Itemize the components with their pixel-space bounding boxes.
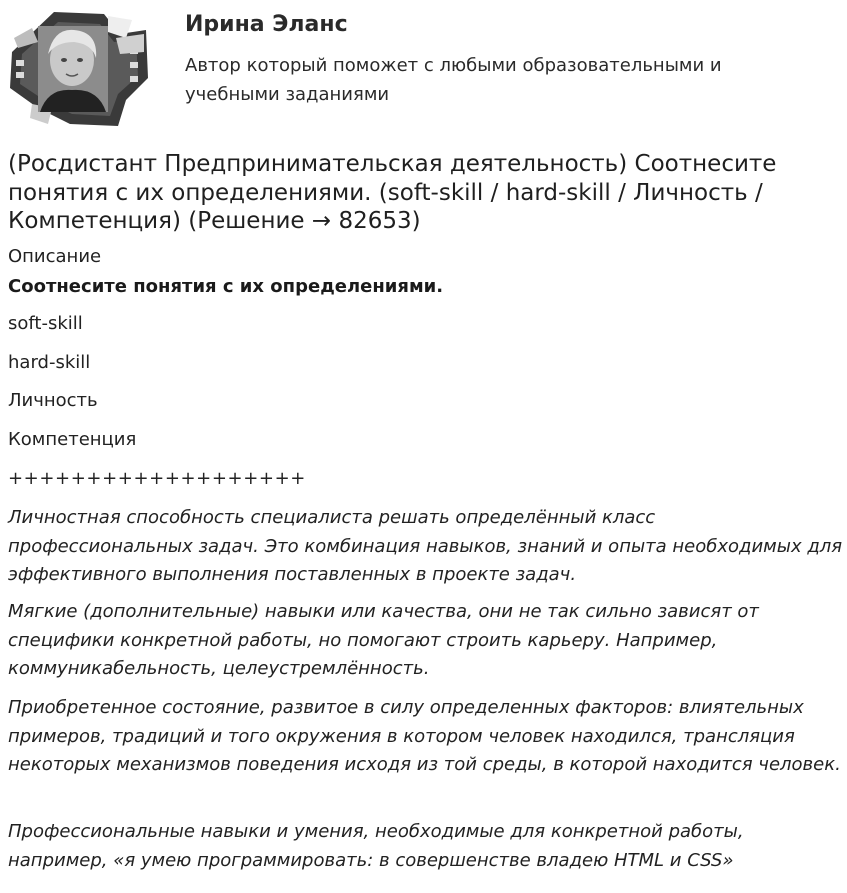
term-competence: Компетенция (8, 429, 137, 450)
definition-3: Приобретенное состояние, развитое в силу определенных факторов: влиятельных примеров, традиций и того окружения в котором человек находился, трансляция некоторых механизмов поведения исходя из той среды, в которой находится человек. (8, 697, 841, 775)
definition-2: Мягкие (дополнительные) навыки или качества, они не так сильно зависят от специфики конкретной работы, но помогают строить карьеру. Например, коммуникабельность, целеустремлённость. (8, 601, 759, 679)
term-soft-skill: soft-skill (8, 313, 83, 334)
author-header (0, 0, 847, 140)
definition-1: Личностная способность специалиста решать определённый класс профессиональных задач. Это комбинация навыков, знаний и опыта необходимых для эффективного выполнения поставленных в проекте задач. (8, 507, 843, 585)
avatar-photo (38, 26, 108, 112)
author-avatar[interactable] (8, 8, 150, 128)
term-hard-skill: hard-skill (8, 352, 91, 373)
author-description: Автор который поможет с любыми образовательными и учебными заданиями (185, 55, 722, 105)
term-personality: Личность (8, 390, 98, 411)
definition-4: Профессиональные навыки и умения, необходимые для конкретной работы, например, «я умею программировать: в совершенстве владею HTML и CSS» (8, 821, 744, 871)
task-instruction: Соотнесите понятия с их определениями. (8, 276, 444, 297)
description-label: Описание (8, 246, 102, 267)
author-name[interactable]: Ирина Эланс (185, 12, 348, 37)
separator-line: +++++++++++++++++++ (8, 468, 306, 489)
page-title: (Росдистант Предпринимательская деятельность) Соотнесите понятия с их определениями. (soft-skill / hard-skill / Личность / Компетенция) (Решение → 82653) (8, 151, 777, 234)
